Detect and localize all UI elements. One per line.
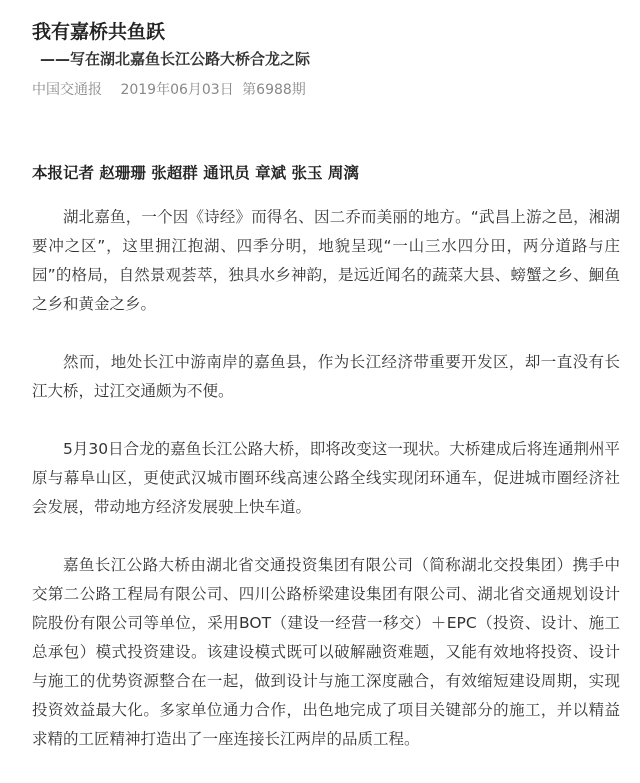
article-title: 我有嘉桥共鱼跃	[32, 21, 166, 43]
issue-number: 第6988期	[242, 82, 306, 98]
paragraph: 湖北嘉鱼，一个因《诗经》而得名、因二乔而美丽的地方。“武昌上游之邑，湘湖要冲之区”，这里拥江抱湖、四季分明，地貌呈现“一山三水四分田，两分道路与庄园”的格局，自然景观荟萃，独具水乡神韵，是远近闻名的蔬菜大县、螃蟹之乡、鮰鱼之乡和黄金之乡。	[32, 208, 620, 313]
source-label: 中国交通报	[32, 82, 102, 98]
paragraph: 嘉鱼长江公路大桥由湖北省交通投资集团有限公司（简称湖北交投集团）携手中交第二公路工程局有限公司、四川公路桥梁建设集团有限公司、湖北省交通规划设计院股份有限公司等单位，采用BOT（建设一经营一移交）＋EPC（投资、设计、施工总承包）模式投资建设。该建设模式既可以破解融资难题，又能有效地将投资、设计与施工的优势资源整合在一起，做到设计与施工深度融合，有效缩短建设周期，实现投资效益最大化。多家单位通力合作，出色地完成了项目关键部分的施工，并以精益求精的工匠精神打造出了一座连接长江两岸的品质工程。	[32, 556, 620, 748]
publish-date: 2019年06月03日	[120, 82, 234, 98]
article-body	[32, 203, 620, 783]
article-byline: 本报记者 赵珊珊 张超群 通讯员 章斌 张玉 周漓	[32, 164, 359, 182]
paragraph: 然而，地处长江中游南岸的嘉鱼县，作为长江经济带重要开发区，却一直没有长江大桥，过江交通颇为不便。	[32, 353, 620, 400]
article-meta	[32, 81, 306, 99]
article-subtitle: ——写在湖北嘉鱼长江公路大桥合龙之际	[40, 50, 311, 68]
paragraph: 5月30日合龙的嘉鱼长江公路大桥，即将改变这一现状。大桥建成后将连通荆州平原与幕阜山区，更使武汉城市圈环线高速公路全线实现闭环通车，促进城市圈经济社会发展，带动地方经济发展驶上快车道。	[32, 440, 620, 516]
